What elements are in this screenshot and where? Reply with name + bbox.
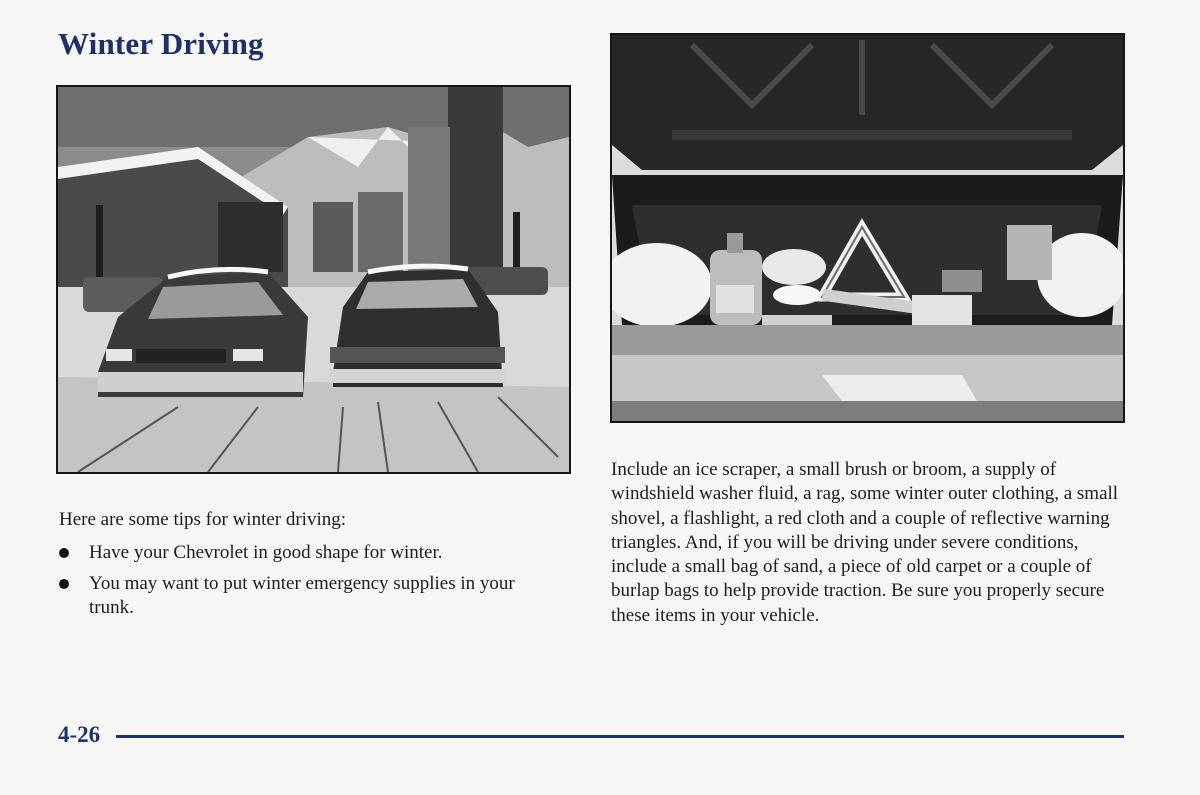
footer-rule [116, 735, 1124, 738]
trunk-supplies-illustration [610, 33, 1125, 423]
page-number: 4-26 [58, 722, 101, 747]
intro-text: Here are some tips for winter driving: [59, 509, 347, 530]
bullet-icon [59, 548, 69, 558]
supplies-paragraph: Include an ice scraper, a small brush or broom, a supply of windshield washer fluid, a rag, some winter outer clothing, a small shovel, a flashlight, a red cloth and a couple of reflective warning triangles. And, if you will be driving under severe conditions, include a small bag of sand, a piece of old carpet or a couple of burlap bags to help provide traction. Be sure you properly secure these items in your vehicle. [611, 459, 1119, 626]
winter-street-illustration [56, 85, 571, 474]
list-item [59, 541, 559, 565]
bullet-icon [59, 579, 69, 589]
list-item-text: Have your Chevrolet in good shape for winter. [89, 542, 443, 563]
tips-list [59, 541, 559, 627]
list-item-text: You may want to put winter emergency supplies in your trunk. [89, 573, 515, 618]
page-title: Winter Driving [58, 26, 264, 61]
list-item [59, 572, 559, 620]
